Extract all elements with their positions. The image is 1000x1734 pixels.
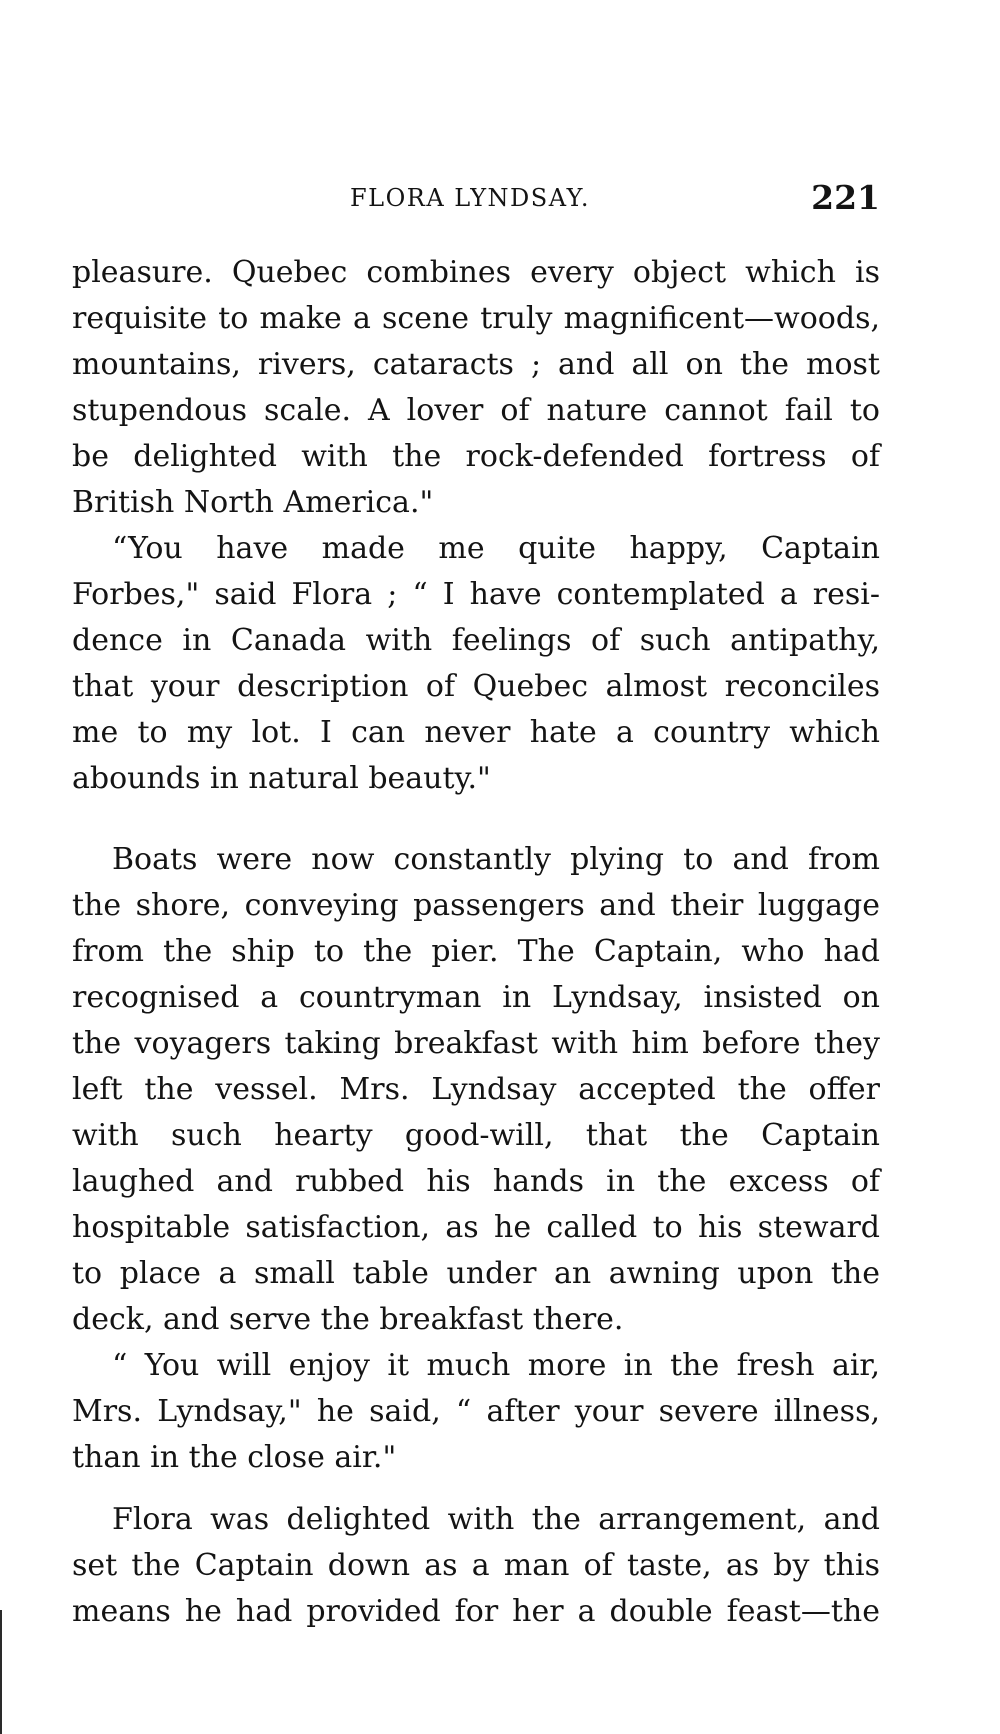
text-line: recognised a countryman in Lyndsay, insisted on (72, 980, 880, 1015)
text-line: than in the close air." (72, 1440, 397, 1475)
text-line: mountains, rivers, cataracts ; and all on the most (72, 347, 880, 382)
paragraph-gap (72, 1481, 880, 1497)
text-line: Forbes," said Flora ; “ I have contemplated a resi- (72, 577, 880, 612)
paragraph-2 (72, 526, 880, 802)
text-line: laughed and rubbed his hands in the excess of (72, 1164, 880, 1199)
text-line: hospitable satisfaction, as he called to his steward (72, 1210, 880, 1245)
text-line: pleasure. Quebec combines every object which is (72, 255, 880, 290)
text-line: set the Captain down as a man of taste, as by this (72, 1548, 880, 1583)
text-line: be delighted with the rock-defended fortress of (72, 439, 880, 474)
text-line: dence in Canada with feelings of such antipathy, (72, 623, 880, 658)
text-line: Flora was delighted with the arrangement, and (112, 1502, 880, 1537)
text-line: “ You will enjoy it much more in the fresh air, (112, 1348, 880, 1383)
text-line: from the ship to the pier. The Captain, who had (72, 934, 880, 969)
text-line: British North America." (72, 485, 434, 520)
paragraph-4 (72, 1343, 880, 1481)
text-line: means he had provided for her a double feast—the (72, 1594, 880, 1629)
text-line: the shore, conveying passengers and their luggage (72, 888, 880, 923)
text-line: that your description of Quebec almost reconciles (72, 669, 880, 704)
body-text (72, 250, 880, 1635)
text-line: me to my lot. I can never hate a country which (72, 715, 880, 750)
text-line: to place a small table under an awning upon the (72, 1256, 880, 1291)
text-line: Mrs. Lyndsay," he said, “ after your severe illness, (72, 1394, 880, 1429)
text-line: Boats were now constantly plying to and from (112, 842, 880, 877)
text-line: abounds in natural beauty." (72, 761, 491, 796)
running-title: FLORA LYNDSAY. (350, 184, 590, 212)
text-line: stupendous scale. A lover of nature cannot fail to (72, 393, 880, 428)
paragraph-1 (72, 250, 880, 526)
text-line: requisite to make a scene truly magnificent—woods, (72, 301, 880, 336)
section-break (72, 802, 880, 837)
text-line: with such hearty good-will, that the Captain (72, 1118, 880, 1153)
text-line: left the vessel. Mrs. Lyndsay accepted the offer (72, 1072, 880, 1107)
text-line: deck, and serve the breakfast there. (72, 1302, 624, 1337)
paragraph-3 (72, 837, 880, 1343)
running-header (72, 178, 880, 218)
page-edge-mark (0, 1610, 2, 1734)
text-line: “You have made me quite happy, Captain (112, 531, 880, 566)
paragraph-5 (72, 1497, 880, 1635)
page-number: 221 (811, 178, 880, 217)
text-line: the voyagers taking breakfast with him before they (72, 1026, 880, 1061)
